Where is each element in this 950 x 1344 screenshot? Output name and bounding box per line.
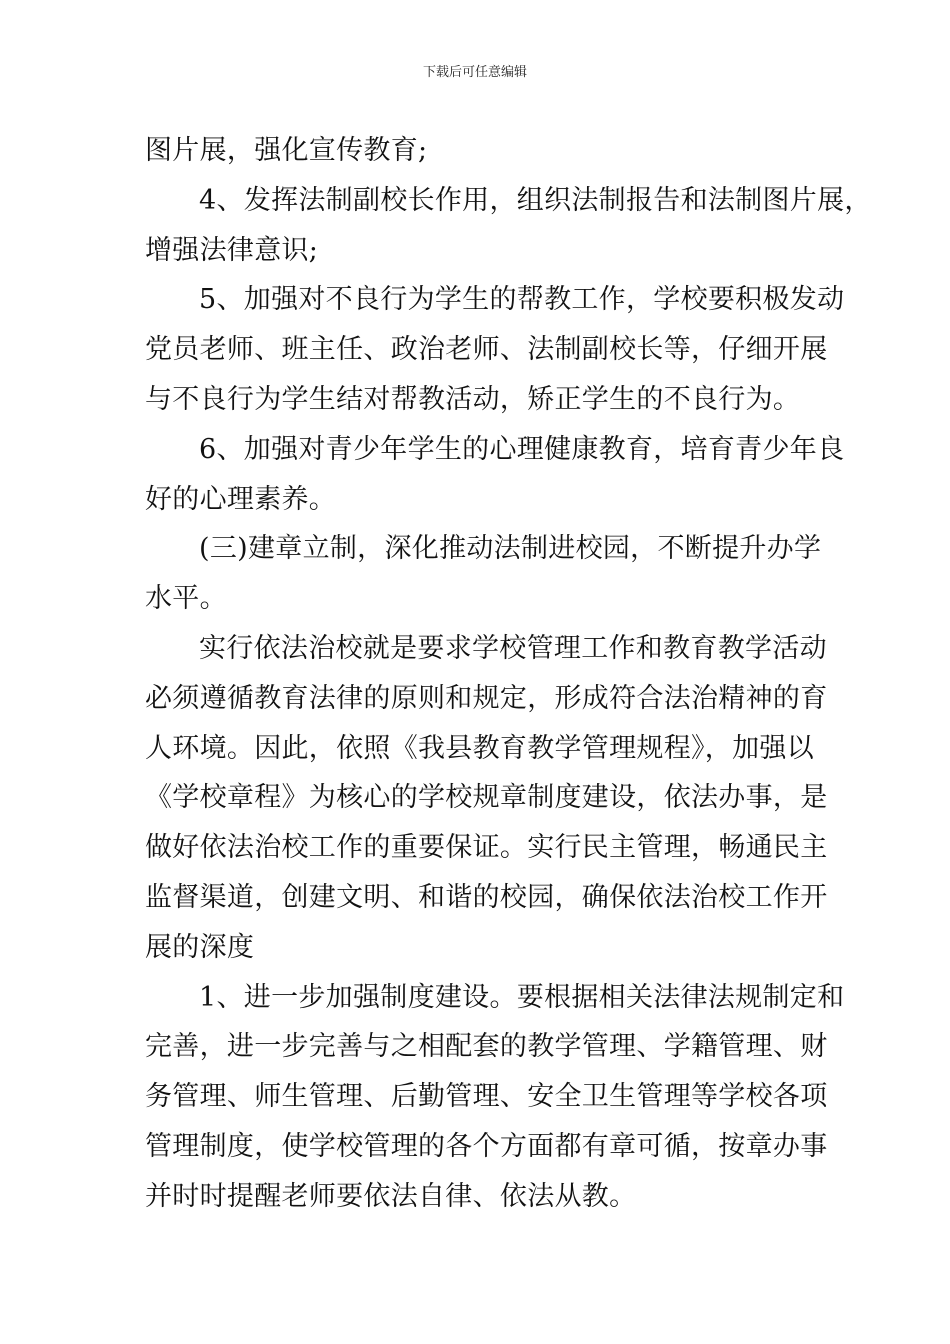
text-line: 必须遵循教育法律的原则和规定，形成符合法治精神的育 bbox=[145, 682, 828, 714]
text-line: 水平。 bbox=[145, 583, 227, 615]
text-line: 6、加强对青少年学生的心理健康教育，培育青少年良 bbox=[199, 433, 845, 465]
text-line: 务管理、师生管理、后勤管理、安全卫生管理等学校各项 bbox=[145, 1081, 828, 1113]
text-line: 管理制度，使学校管理的各个方面都有章可循，按章办事 bbox=[145, 1130, 828, 1162]
text-line: 做好依法治校工作的重要保证。实行民主管理，畅通民主 bbox=[145, 832, 828, 864]
text-line: 人环境。因此，依照《我县教育教学管理规程》，加强以 bbox=[145, 732, 814, 764]
text-line: 5、加强对不良行为学生的帮教工作，学校要积极发动 bbox=[199, 284, 845, 316]
text-line: 监督渠道，创建文明、和谐的校园，确保依法治校工作开 bbox=[145, 881, 828, 913]
text-line: 《学校章程》为核心的学校规章制度建设，依法办事，是 bbox=[145, 782, 828, 814]
page-header: 下载后可任意编辑 bbox=[422, 65, 527, 80]
text-line: 党员老师、班主任、政治老师、法制副校长等，仔细开展 bbox=[145, 334, 828, 366]
text-line: 展的深度 bbox=[145, 931, 255, 963]
text-line: 4、发挥法制副校长作用，组织法制报告和法制图片展， bbox=[199, 184, 872, 216]
text-line: 与不良行为学生结对帮教活动，矫正学生的不良行为。 bbox=[145, 383, 801, 415]
text-line: 1、进一步加强制度建设。要根据相关法律法规制定和 bbox=[199, 981, 845, 1013]
text-line: 并时时提醒老师要依法自律、依法从教。 bbox=[145, 1180, 637, 1212]
text-line: 增强法律意识; bbox=[145, 234, 319, 266]
text-line: 实行依法治校就是要求学校管理工作和教育教学活动 bbox=[199, 632, 827, 664]
text-line: 好的心理素养。 bbox=[145, 483, 337, 515]
text-line: 图片展，强化宣传教育; bbox=[145, 135, 428, 166]
text-line: (三)建章立制，深化推动法制进校园，不断提升办学 bbox=[199, 533, 822, 565]
document-body bbox=[145, 126, 872, 1222]
text-line: 完善，进一步完善与之相配套的教学管理、学籍管理、财 bbox=[145, 1031, 828, 1063]
